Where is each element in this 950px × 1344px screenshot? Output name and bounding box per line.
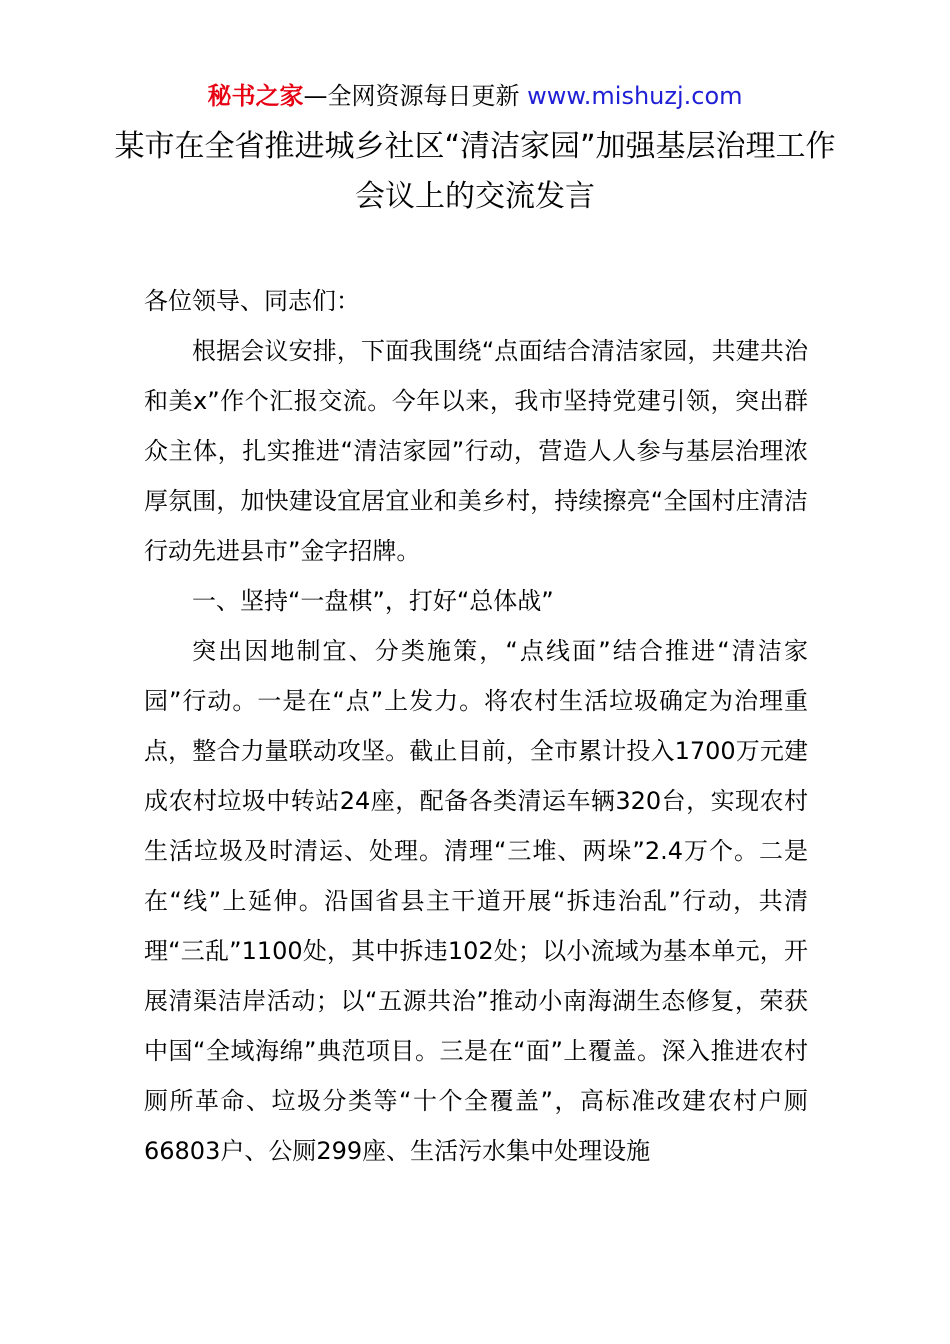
section-heading-1: 一、坚持“一盘棋”，打好“总体战”: [192, 587, 554, 615]
paragraph-intro: 根据会议安排，下面我围绕“点面结合清洁家园，共建共治和美x”作个汇报交流。今年以来，我市坚持党建引领，突出群众主体，扎实推进“清洁家园”行动，营造人人参与基层治理浓厚氛围，加快建设宜居宜业和美乡村，持续擦亮“全国村庄清洁行动先进县市”金字招牌。: [144, 337, 808, 565]
document-title: 某市在全省推进城乡社区“清洁家园”加强基层治理工作会议上的交流发言: [114, 129, 836, 214]
site-url-link[interactable]: www.mishuzj.com: [527, 82, 743, 110]
salutation: 各位领导、同志们：: [144, 287, 360, 315]
site-tagline: —全网资源每日更新: [303, 82, 520, 110]
document-body: [144, 276, 808, 1176]
brand-name: 秘书之家: [207, 82, 304, 110]
paragraph-section-1: 突出因地制宜、分类施策，“点线面”结合推进“清洁家园”行动。一是在“点”上发力。将农村生活垃圾确定为治理重点，整合力量联动攻坚。截止目前，全市累计投入1700万元建成农村垃圾中转站24座，配备各类清运车辆320台，实现农村生活垃圾及时清运、处理。清理“三堆、两垛”2.4万个。二是在“线”上延伸。沿国省县主干道开展“拆违治乱”行动，共清理“三乱”1100处，其中拆违102处；以小流域为基本单元，开展清渠洁岸活动；以“五源共治”推动小南海湖生态修复，荣获中国“全域海绵”典范项目。三是在“面”上覆盖。深入推进农村厕所革命、垃圾分类等“十个全覆盖”，高标准改建农村户厕66803户、公厕299座、生活污水集中处理设施: [144, 637, 808, 1165]
site-header: [0, 80, 950, 112]
